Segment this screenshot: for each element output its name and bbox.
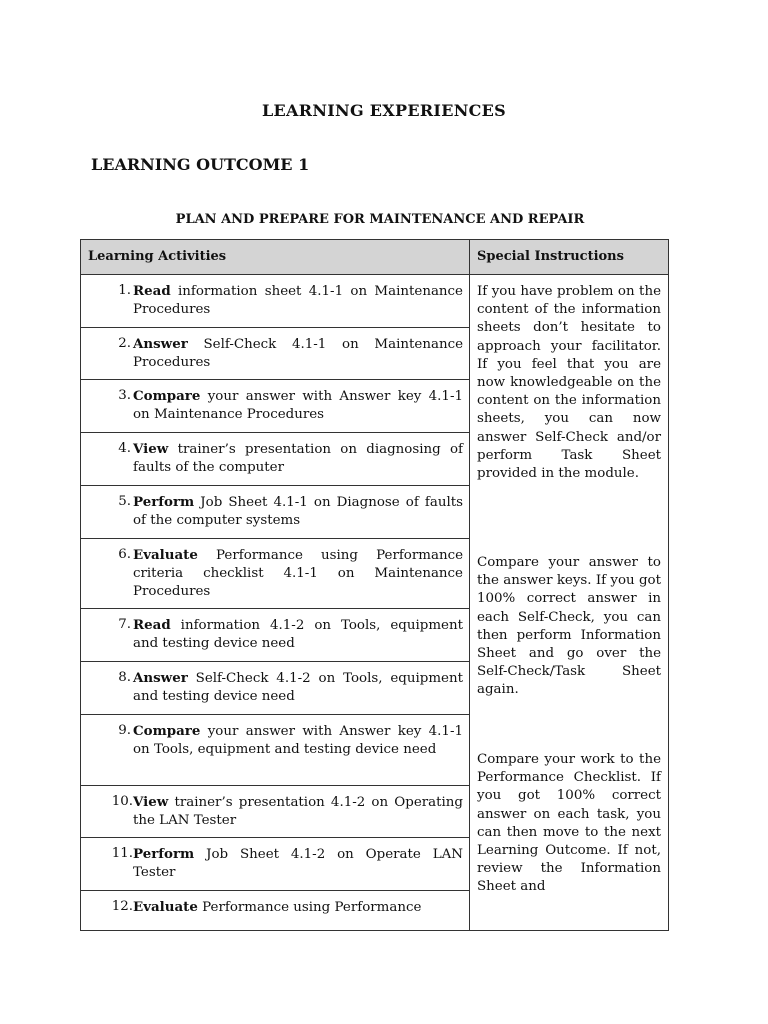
activity-number: 11. (111, 846, 133, 861)
activity-text (133, 898, 463, 917)
activity-text (133, 845, 463, 882)
table-row (81, 786, 469, 838)
table-row (81, 838, 469, 891)
activity-description: Performance using Performance (197, 900, 422, 915)
activity-description: information 4.1-2 on Tools, equipment and testing device need (133, 618, 463, 651)
activity-number: 10. (111, 794, 133, 809)
instruction-text: Compare your work to the Performance Checklist. If you got 100% correct answer on each task, you can then move to the next Learning Outcome. If not, review the Information Sheet and (477, 752, 661, 895)
activity-text (133, 793, 463, 830)
instruction-paragraph-2 (477, 554, 661, 700)
table-row (81, 715, 469, 786)
activity-verb: Answer (133, 670, 188, 686)
instruction-paragraph-3 (477, 751, 661, 897)
activity-verb: Perform (133, 494, 195, 510)
activity-verb: Compare (133, 388, 201, 404)
table-row (81, 275, 469, 328)
learning-table (80, 239, 669, 931)
activity-verb: Perform (133, 846, 195, 862)
table-row (81, 433, 469, 486)
activity-verb: Evaluate (133, 547, 198, 563)
activity-text (133, 546, 463, 601)
instruction-text: If you have problem on the content of the information sheets don’t hesitate to approach your facilitator. If you feel that you are now knowledgeable on the content on the information sheets, you can now answer Self-Check and/or perform Task Sheet provided in the module. (477, 284, 661, 482)
activity-text (133, 335, 463, 372)
activity-number: 3. (118, 388, 131, 403)
activity-number: 7. (118, 617, 131, 632)
table-row (81, 539, 469, 609)
activity-verb: Read (133, 617, 171, 633)
header-special-instructions: Special Instructions (477, 249, 624, 264)
activity-description: information sheet 4.1-1 on Maintenance Procedures (133, 284, 463, 317)
activity-description: Self-Check 4.1-1 on Maintenance Procedures (133, 337, 463, 370)
column-divider (469, 240, 470, 930)
activity-description: Performance using Performance criteria checklist 4.1-1 on Maintenance Procedures (133, 548, 463, 599)
activity-description: Job Sheet 4.1-1 on Diagnose of faults of the computer systems (133, 495, 463, 528)
activity-verb: Compare (133, 723, 201, 739)
learning-outcome-heading: LEARNING OUTCOME 1 (91, 155, 310, 174)
activity-text (133, 669, 463, 706)
header-learning-activities: Learning Activities (88, 249, 227, 264)
activity-text (133, 493, 463, 530)
activity-verb: Read (133, 283, 171, 299)
activity-number: 9. (118, 723, 131, 738)
table-row (81, 328, 469, 380)
activity-description: Self-Check 4.1-2 on Tools, equipment and testing device need (133, 671, 463, 704)
activity-description: trainer’s presentation 4.1-2 on Operating the LAN Tester (133, 795, 463, 828)
table-row (81, 486, 469, 539)
table-row (81, 380, 469, 433)
activity-number: 6. (118, 547, 131, 562)
activity-description: your answer with Answer key 4.1-1 on Tools, equipment and testing device need (133, 724, 463, 757)
activity-verb: Evaluate (133, 899, 198, 915)
table-row (81, 891, 469, 932)
table-row (81, 609, 469, 662)
instruction-paragraph-1 (477, 283, 661, 483)
activity-number: 2. (118, 336, 131, 351)
table-header-row (81, 240, 668, 275)
activity-description: your answer with Answer key 4.1-1 on Maintenance Procedures (133, 389, 463, 422)
activity-number: 1. (118, 283, 131, 298)
activity-description: Job Sheet 4.1-2 on Operate LAN Tester (133, 847, 463, 880)
activity-number: 12. (111, 899, 133, 914)
activity-text (133, 616, 463, 653)
page-title: LEARNING EXPERIENCES (261, 101, 507, 120)
activity-verb: View (133, 441, 169, 457)
activity-text (133, 722, 463, 759)
activity-text (133, 387, 463, 424)
table-row (81, 662, 469, 715)
activity-number: 5. (118, 494, 131, 509)
activity-verb: Answer (133, 336, 188, 352)
activity-number: 8. (118, 670, 131, 685)
section-subtitle: PLAN AND PREPARE FOR MAINTENANCE AND REPAIR (175, 212, 585, 227)
activity-number: 4. (118, 441, 131, 456)
activity-verb: View (133, 794, 169, 810)
activities-column (81, 275, 469, 932)
activity-description: trainer’s presentation on diagnosing of faults of the computer (133, 442, 463, 475)
activity-text (133, 282, 463, 319)
activity-text (133, 440, 463, 477)
instruction-text: Compare your answer to the answer keys. If you got 100% correct answer in each Self-Check, you can then perform Information Sheet and go over the Self-Check/Task Sheet again. (477, 555, 661, 698)
